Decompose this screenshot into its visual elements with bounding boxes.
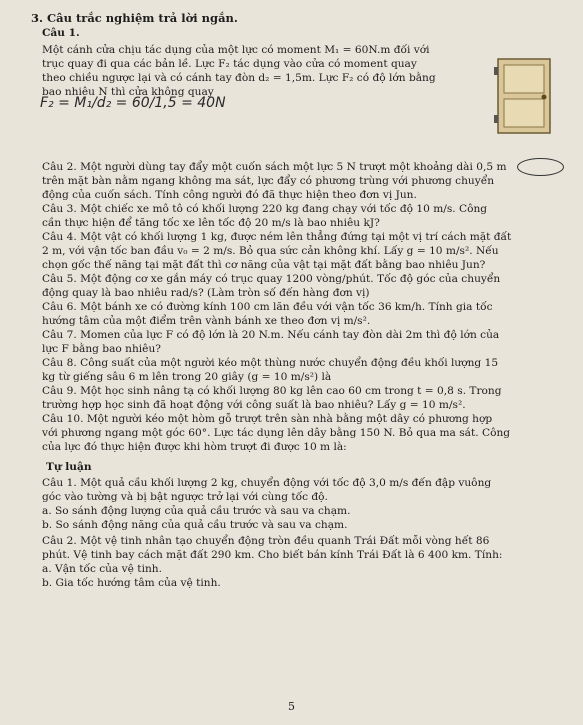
question-text-line: trên mặt bàn nằm ngang không ma sát, lực đẩy có phương trùng với phương chuyển [42,175,495,187]
essay-line: b. So sánh động năng của quả cầu trước và sau va chạm. [42,519,348,531]
question-text-line: động của cuốn sách. Tính công người đó đã thực hiện theo đơn vị Jun. [42,189,417,201]
question-1-label: Câu 1. [42,27,80,39]
question-text-line: Câu 4. Một vật có khối lượng 1 kg, được ném lên thẳng đứng tại một vị trí cách mặt đất [42,231,512,243]
question-1-line: trục quay đi qua các bản lề. Lực F₂ tác dụng vào cửa có moment quay [42,58,417,70]
question-text-line: Câu 2. Một người dùng tay đẩy một cuốn sách một lực 5 N trượt một khoảng dài 0,5 m [42,161,507,173]
essay-line: phút. Vệ tinh bay cách mặt đất 290 km. Cho biết bán kính Trái Đất là 6 400 km. Tính: [42,549,503,561]
door-illustration [488,55,568,137]
essay-line: a. So sánh động lượng của quả cầu trước và sau va chạm. [42,505,351,517]
question-text-line: Câu 3. Một chiếc xe mô tô có khối lượng 220 kg đang chạy với tốc độ 10 m/s. Công [42,203,488,215]
question-text-line: 2 m, với vận tốc ban đầu v₀ = 2 m/s. Bỏ qua sức cản không khí. Lấy g = 10 m/s². Nếu [42,245,499,257]
handwritten-answer: F₂ = M₁/d₂ = 60/1,5 = 40N [40,95,226,111]
section-heading: 3. Câu trắc nghiệm trả lời ngắn. [31,11,238,25]
question-text-line: trường hợp học sinh đã hoạt động với công suất là bao nhiêu? Lấy g = 10 m/s². [42,399,466,411]
question-text-line: cần thực hiện để tăng tốc xe lên tốc độ 20 m/s là bao nhiêu kJ? [42,217,380,229]
question-text-line: với phương ngang một góc 60°. Lực tác dụng lên dây bằng 150 N. Bỏ qua ma sát. Công [42,427,511,439]
question-1-line: bao nhiêu N thì cửa không quay [42,86,214,98]
page-number: 5 [288,700,295,713]
question-text-line: chọn gốc thế năng tại mặt đất thì cơ năng của vật tại mặt đất bằng bao nhiêu Jun? [42,259,486,271]
question-1-line: Một cánh cửa chịu tác dụng của một lực có moment M₁ = 60N.m đối với [42,44,430,56]
essay-line: b. Gia tốc hướng tâm của vệ tinh. [42,577,221,589]
handwritten-circle-mark [517,158,564,176]
question-text-line: Câu 10. Một người kéo một hòm gỗ trượt trên sàn nhà bằng một dây có phương hợp [42,413,493,425]
question-text-line: Câu 5. Một động cơ xe gắn máy có trục quay 1200 vòng/phút. Tốc độ góc của chuyển [42,273,501,285]
question-text-line: kg từ giếng sâu 6 m lên trong 20 giây (g = 10 m/s²) là [42,371,332,383]
question-text-line: Câu 6. Một bánh xe có đường kính 100 cm lăn đều với vận tốc 36 km/h. Tính gia tốc [42,301,493,313]
question-text-line: lực F bằng bao nhiêu? [42,343,161,355]
essay-line: a. Vận tốc của vệ tinh. [42,563,162,575]
question-text-line: Câu 9. Một học sinh nâng tạ có khối lượng 80 kg lên cao 60 cm trong t = 0,8 s. Trong [42,385,502,397]
essay-line: Câu 1. Một quả cầu khối lượng 2 kg, chuyển động với tốc độ 3,0 m/s đến đập vuông [42,477,492,489]
question-text-line: của lực đó thực hiện được khi hòm trượt đi được 10 m là: [42,441,347,453]
question-text-line: hướng tâm của một điểm trên vành bánh xe theo đơn vị m/s². [42,315,371,327]
essay-line: góc vào tường và bị bật ngược trở lại với cùng tốc độ. [42,491,328,503]
question-text-line: Câu 8. Công suất của một người kéo một thùng nước chuyển động đều khối lượng 15 [42,357,499,369]
essay-heading: Tự luận [46,461,92,473]
question-1-line: theo chiều ngược lại và có cánh tay đòn d₂ = 1,5m. Lực F₂ có độ lớn bằng [42,72,436,84]
essay-line: Câu 2. Một vệ tinh nhân tạo chuyển động tròn đều quanh Trái Đất mỗi vòng hết 86 [42,535,490,547]
question-text-line: Câu 7. Momen của lực F có độ lớn là 20 N.m. Nếu cánh tay đòn dài 2m thì độ lớn của [42,329,500,341]
question-text-line: động quay là bao nhiêu rad/s? (Làm tròn số đến hàng đơn vị) [42,287,370,299]
